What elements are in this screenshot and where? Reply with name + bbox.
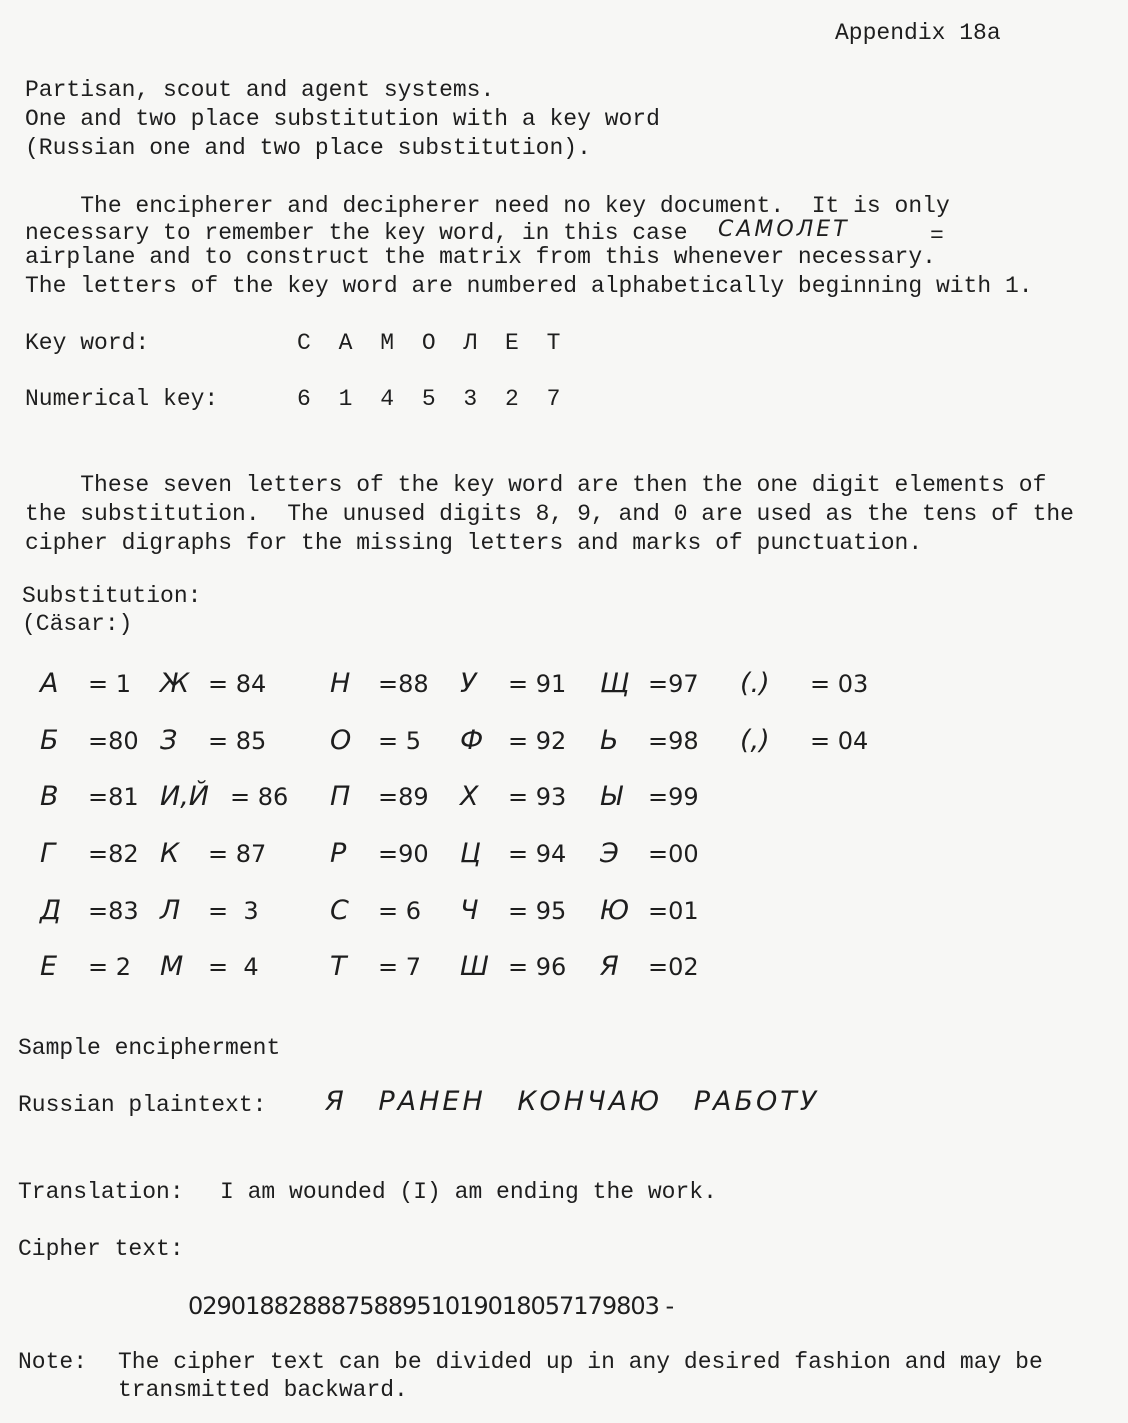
paragraph-line: the substitution. The unused digits 8, 9, and 0 are used as the tens of the xyxy=(25,501,1074,527)
cipher-letter: Ч xyxy=(460,895,479,926)
title-line: Partisan, scout and agent systems. xyxy=(25,77,495,103)
cipher-letter: К xyxy=(160,838,180,869)
substitution-entry xyxy=(460,670,566,697)
cipher-letter: Ш xyxy=(460,951,489,982)
numerical-key-label: Numerical key: xyxy=(25,386,219,412)
substitution-label: Substitution: xyxy=(22,583,202,609)
cipher-letter: (.) xyxy=(740,668,770,699)
cipher-value: =01 xyxy=(648,897,699,925)
cipher-letter: Б xyxy=(40,725,59,756)
cipher-value: =80 xyxy=(88,727,139,755)
substitution-entry xyxy=(460,953,566,980)
handwritten-keyword: САМОЛЕТ xyxy=(718,217,850,242)
substitution-entry xyxy=(160,727,266,754)
substitution-entry xyxy=(330,897,421,924)
note-line: transmitted backward. xyxy=(118,1377,408,1403)
substitution-entry xyxy=(330,953,421,980)
cipher-value: = 95 xyxy=(508,897,567,925)
cipher-letter: Л xyxy=(160,895,181,926)
cipher-letter: О xyxy=(330,725,352,756)
numerical-key-digits: 6 1 4 5 3 2 7 xyxy=(297,386,568,412)
equals-sign: = xyxy=(930,223,944,249)
cipher-value: =99 xyxy=(648,783,699,811)
cipher-value: =82 xyxy=(88,840,139,868)
substitution-entry xyxy=(600,953,699,980)
cipher-value: =88 xyxy=(378,670,429,698)
cipher-letter: Ц xyxy=(460,838,481,869)
substitution-entry xyxy=(740,670,868,697)
substitution-entry xyxy=(160,670,266,697)
cipher-letter: Г xyxy=(40,838,56,869)
cipher-letter: Д xyxy=(40,895,62,926)
cipher-text-label: Cipher text: xyxy=(18,1236,184,1262)
title-line: (Russian one and two place substitution). xyxy=(25,135,591,161)
substitution-entry xyxy=(40,670,131,697)
cipher-value: = 86 xyxy=(230,783,289,811)
substitution-entry xyxy=(740,727,868,754)
substitution-sublabel: (Cäsar:) xyxy=(22,611,133,637)
cipher-value: = 04 xyxy=(810,727,869,755)
cipher-value: = 5 xyxy=(378,727,422,755)
cipher-letter: Т xyxy=(330,951,347,982)
substitution-entry xyxy=(40,953,131,980)
cipher-letter: Х xyxy=(460,781,479,812)
substitution-entry xyxy=(160,783,288,810)
substitution-entry xyxy=(40,897,139,924)
cipher-value: = 94 xyxy=(508,840,567,868)
substitution-entry xyxy=(600,897,699,924)
substitution-entry xyxy=(40,727,139,754)
substitution-entry xyxy=(160,953,259,980)
intro-line: airplane and to construct the matrix from this whenever necessary. xyxy=(25,244,936,270)
cipher-value: = 85 xyxy=(208,727,267,755)
cipher-value: = 87 xyxy=(208,840,267,868)
cipher-value: = 92 xyxy=(508,727,567,755)
cipher-value: = 1 xyxy=(88,670,132,698)
cipher-letter: Ь xyxy=(600,725,619,756)
appendix-label: Appendix 18a xyxy=(835,20,1001,46)
cipher-value: =90 xyxy=(378,840,429,868)
cipher-letter: Р xyxy=(330,838,347,869)
cipher-value: = 96 xyxy=(508,953,567,981)
substitution-entry xyxy=(330,840,429,867)
substitution-entry xyxy=(460,727,566,754)
substitution-entry xyxy=(600,670,699,697)
cipher-letter: Е xyxy=(40,951,58,982)
title-line: One and two place substitution with a key word xyxy=(25,106,660,132)
paragraph-line: cipher digraphs for the missing letters and marks of punctuation. xyxy=(25,530,923,556)
cipher-value: = 93 xyxy=(508,783,567,811)
cipher-letter: У xyxy=(460,668,477,699)
cipher-letter: В xyxy=(40,781,59,812)
cipher-value: = 2 xyxy=(88,953,132,981)
substitution-entry xyxy=(460,897,566,924)
sample-heading: Sample encipherment xyxy=(18,1035,281,1061)
plaintext-label: Russian plaintext: xyxy=(18,1092,267,1118)
intro-line: The encipherer and decipherer need no key document. It is only xyxy=(25,193,950,219)
cipher-value: =97 xyxy=(648,670,699,698)
cipher-value: =00 xyxy=(648,840,699,868)
cipher-value: =89 xyxy=(378,783,429,811)
substitution-entry xyxy=(160,840,266,867)
cipher-value: = 91 xyxy=(508,670,567,698)
cipher-value: = 7 xyxy=(378,953,422,981)
substitution-entry xyxy=(600,840,699,867)
cipher-letter: П xyxy=(330,781,351,812)
russian-plaintext: Я РАНЕН КОНЧАЮ РАБОТУ xyxy=(325,1086,820,1117)
note-line: The cipher text can be divided up in any desired fashion and may be xyxy=(118,1349,1043,1375)
cipher-letter: И,Й xyxy=(160,781,209,812)
cipher-letter: Э xyxy=(600,838,619,869)
cipher-letter: Ы xyxy=(600,781,623,812)
note-label: Note: xyxy=(18,1349,88,1375)
translation-label: Translation: xyxy=(18,1179,184,1205)
cipher-letter: Я xyxy=(600,951,619,982)
substitution-entry xyxy=(160,897,259,924)
cipher-value: =81 xyxy=(88,783,139,811)
key-word-label: Key word: xyxy=(25,330,150,356)
intro-line: The letters of the key word are numbered alphabetically beginning with 1. xyxy=(25,273,1033,299)
substitution-entry xyxy=(40,840,139,867)
substitution-entry xyxy=(330,727,421,754)
cipher-value: =98 xyxy=(648,727,699,755)
cipher-value: = 4 xyxy=(208,953,259,981)
translation-text: I am wounded (I) am ending the work. xyxy=(220,1179,717,1205)
key-word-letters: С А М О Л Е Т xyxy=(297,330,568,356)
cipher-letter: Ф xyxy=(460,725,484,756)
substitution-entry xyxy=(460,783,566,810)
cipher-letter: (,) xyxy=(740,725,770,756)
cipher-letter: З xyxy=(160,725,178,756)
substitution-entry xyxy=(600,727,699,754)
intro-line: necessary to remember the key word, in this case xyxy=(25,220,688,246)
cipher-value: = 03 xyxy=(810,670,869,698)
substitution-entry xyxy=(460,840,566,867)
paragraph-line: These seven letters of the key word are then the one digit elements of xyxy=(25,472,1047,498)
substitution-entry xyxy=(600,783,699,810)
cipher-letter: Ж xyxy=(160,668,190,699)
cipher-value: =83 xyxy=(88,897,139,925)
cipher-value: = 6 xyxy=(378,897,422,925)
cipher-letter: А xyxy=(40,668,59,699)
cipher-letter: Н xyxy=(330,668,351,699)
cipher-letter: М xyxy=(160,951,184,982)
substitution-entry xyxy=(40,783,139,810)
cipher-text: 029018828887588951019018057179803 - xyxy=(188,1292,674,1320)
cipher-letter: Ю xyxy=(600,895,630,926)
cipher-letter: Щ xyxy=(600,668,630,699)
substitution-entry xyxy=(330,783,429,810)
substitution-entry xyxy=(330,670,429,697)
cipher-value: = 84 xyxy=(208,670,267,698)
cipher-letter: С xyxy=(330,895,349,926)
cipher-value: =02 xyxy=(648,953,699,981)
cipher-value: = 3 xyxy=(208,897,259,925)
